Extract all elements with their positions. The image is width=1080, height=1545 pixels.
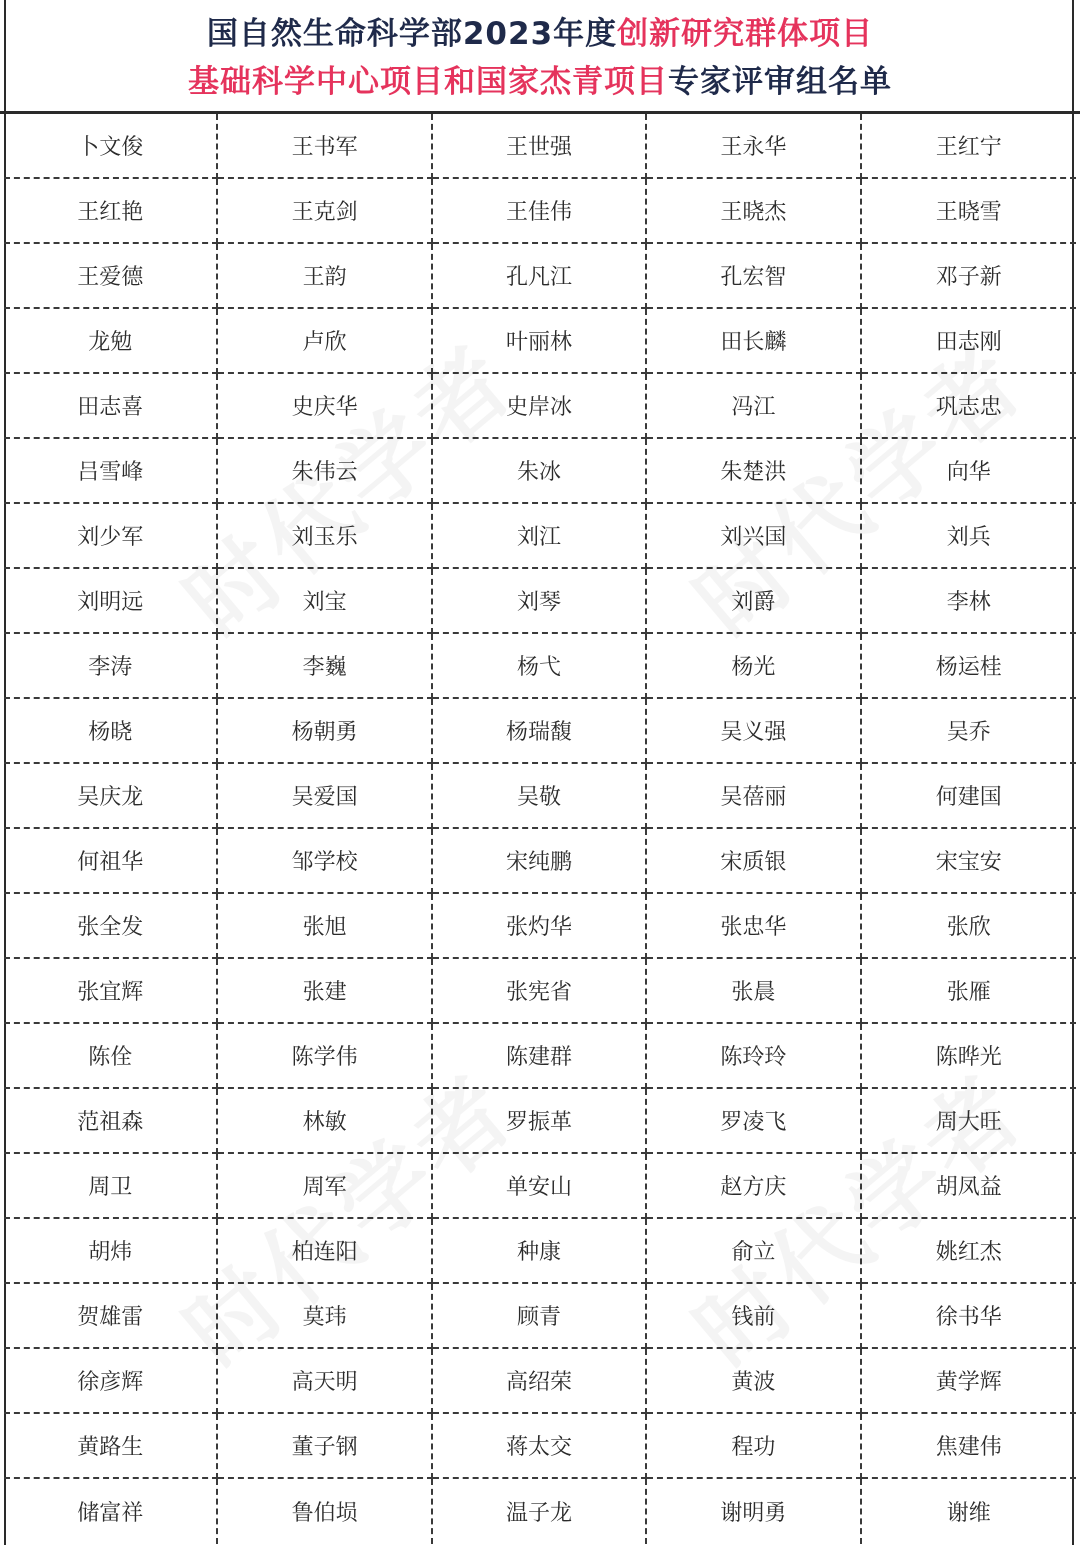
name-cell: 王爱德 <box>4 244 218 309</box>
name-cell: 姚红杰 <box>862 1219 1076 1284</box>
name-cell: 陈玲玲 <box>647 1024 861 1089</box>
name-cell: 李林 <box>862 569 1076 634</box>
name-cell: 向华 <box>862 439 1076 504</box>
name-cell: 巩志忠 <box>862 374 1076 439</box>
name-cell: 吴爱国 <box>218 764 432 829</box>
name-cell: 高绍荣 <box>433 1349 647 1414</box>
name-cell: 吴敬 <box>433 764 647 829</box>
page-header <box>0 0 1080 114</box>
name-cell: 刘琴 <box>433 569 647 634</box>
name-cell: 鲁伯埙 <box>218 1479 432 1544</box>
title-line-2 <box>0 62 1080 102</box>
name-cell: 朱冰 <box>433 439 647 504</box>
name-cell: 谢明勇 <box>647 1479 861 1544</box>
name-cell: 俞立 <box>647 1219 861 1284</box>
name-cell: 张宜辉 <box>4 959 218 1024</box>
name-cell: 罗振革 <box>433 1089 647 1154</box>
name-cell: 谢维 <box>946 1501 991 1526</box>
name-cell: 钱前 <box>647 1284 861 1349</box>
name-cell: 温子龙 <box>433 1479 647 1544</box>
name-cell: 刘少军 <box>4 504 218 569</box>
name-cell: 徐彦辉 <box>4 1349 218 1414</box>
name-cell: 蒋太交 <box>433 1414 647 1479</box>
name-cell: 冯江 <box>647 374 861 439</box>
name-cell: 罗凌飞 <box>647 1089 861 1154</box>
name-cell: 龙勉 <box>4 309 218 374</box>
name-cell: 刘兵 <box>862 504 1076 569</box>
name-cell: 张忠华 <box>647 894 861 959</box>
name-cell: 邹学校 <box>218 829 432 894</box>
name-cell: 顾青 <box>433 1284 647 1349</box>
name-cell: 胡炜 <box>4 1219 218 1284</box>
name-cell: 何祖华 <box>4 829 218 894</box>
title-segment: 基础科学中心项目和国家杰青项目 <box>188 64 668 100</box>
name-cell: 黄学辉 <box>862 1349 1076 1414</box>
name-cell: 李巍 <box>218 634 432 699</box>
title-segment: 国自然生命科学部2023年度 <box>206 16 618 52</box>
name-cell: 黄波 <box>647 1349 861 1414</box>
name-cell: 胡凤益 <box>862 1154 1076 1219</box>
name-cell: 陈学伟 <box>218 1024 432 1089</box>
name-cell: 陈建群 <box>433 1024 647 1089</box>
name-cell: 杨运桂 <box>862 634 1076 699</box>
name-cell: 吴庆龙 <box>4 764 218 829</box>
name-cell: 吕雪峰 <box>4 439 218 504</box>
name-cell: 史岸冰 <box>433 374 647 439</box>
name-cell: 张灼华 <box>433 894 647 959</box>
name-cell: 田志喜 <box>4 374 218 439</box>
name-cell: 孔凡江 <box>433 244 647 309</box>
name-cell: 王佳伟 <box>433 179 647 244</box>
name-cell: 王书军 <box>218 114 432 179</box>
name-cell: 宋质银 <box>647 829 861 894</box>
name-cell: 单安山 <box>433 1154 647 1219</box>
name-cell: 杨光 <box>647 634 861 699</box>
title-segment: 专家评审组名单 <box>668 64 892 100</box>
title-segment: 创新研究群体项目 <box>617 16 874 52</box>
name-cell: 王永华 <box>647 114 861 179</box>
name-cell: 刘兴国 <box>647 504 861 569</box>
name-cell: 刘明远 <box>4 569 218 634</box>
name-cell: 陈佺 <box>4 1024 218 1089</box>
name-cell: 储富祥 <box>4 1479 218 1544</box>
name-cell: 朱伟云 <box>218 439 432 504</box>
name-cell: 何建国 <box>862 764 1076 829</box>
name-cell: 王克剑 <box>218 179 432 244</box>
name-cell: 张晨 <box>647 959 861 1024</box>
name-cell: 张雁 <box>862 959 1076 1024</box>
name-cell: 朱楚洪 <box>647 439 861 504</box>
name-cell: 吴乔 <box>862 699 1076 764</box>
name-cell: 卢欣 <box>218 309 432 374</box>
name-cell: 张宪省 <box>433 959 647 1024</box>
name-cell: 田志刚 <box>862 309 1076 374</box>
name-cell: 周卫 <box>4 1154 218 1219</box>
name-cell: 林敏 <box>218 1089 432 1154</box>
name-cell: 王韵 <box>218 244 432 309</box>
name-cell: 种康 <box>433 1219 647 1284</box>
name-cell: 莫玮 <box>218 1284 432 1349</box>
name-cell: 王晓雪 <box>862 179 1076 244</box>
name-cell: 焦建伟 <box>862 1414 1076 1479</box>
name-cell: 董子钢 <box>218 1414 432 1479</box>
name-cell: 王晓杰 <box>647 179 861 244</box>
name-cell: 叶丽林 <box>433 309 647 374</box>
name-cell: 邓子新 <box>862 244 1076 309</box>
name-cell: 宋宝安 <box>862 829 1076 894</box>
name-cell: 李涛 <box>4 634 218 699</box>
name-cell: 柏连阳 <box>218 1219 432 1284</box>
name-cell: 张欣 <box>862 894 1076 959</box>
name-cell: 吴义强 <box>647 699 861 764</box>
name-cell: 刘宝 <box>218 569 432 634</box>
name-cell: 王世强 <box>433 114 647 179</box>
name-cell: 周大旺 <box>862 1089 1076 1154</box>
name-cell: 陈晔光 <box>862 1024 1076 1089</box>
name-cell: 田长麟 <box>647 309 861 374</box>
name-cell: 张全发 <box>4 894 218 959</box>
name-cell: 杨弋 <box>433 634 647 699</box>
name-cell: 贺雄雷 <box>4 1284 218 1349</box>
name-cell: 徐书华 <box>862 1284 1076 1349</box>
name-cell: 史庆华 <box>218 374 432 439</box>
name-cell: 高天明 <box>218 1349 432 1414</box>
name-cell: 黄路生 <box>4 1414 218 1479</box>
name-cell: 张旭 <box>218 894 432 959</box>
name-cell: 刘玉乐 <box>218 504 432 569</box>
name-cell: 吴蓓丽 <box>647 764 861 829</box>
name-cell: 张建 <box>218 959 432 1024</box>
expert-name-table <box>4 114 1076 1545</box>
name-cell: 程功 <box>647 1414 861 1479</box>
name-cell: 杨瑞馥 <box>433 699 647 764</box>
name-cell: 卜文俊 <box>4 114 218 179</box>
title-line-1 <box>0 14 1080 54</box>
name-cell: 杨晓 <box>4 699 218 764</box>
name-cell: 王红艳 <box>4 179 218 244</box>
name-cell: 宋纯鹏 <box>433 829 647 894</box>
name-cell: 刘爵 <box>647 569 861 634</box>
name-cell: 杨朝勇 <box>218 699 432 764</box>
name-cell: 刘江 <box>433 504 647 569</box>
name-cell: 孔宏智 <box>647 244 861 309</box>
name-cell: 王红宁 <box>862 114 1076 179</box>
name-cell: 范祖森 <box>4 1089 218 1154</box>
name-cell: 赵方庆 <box>647 1154 861 1219</box>
name-cell: 周军 <box>218 1154 432 1219</box>
